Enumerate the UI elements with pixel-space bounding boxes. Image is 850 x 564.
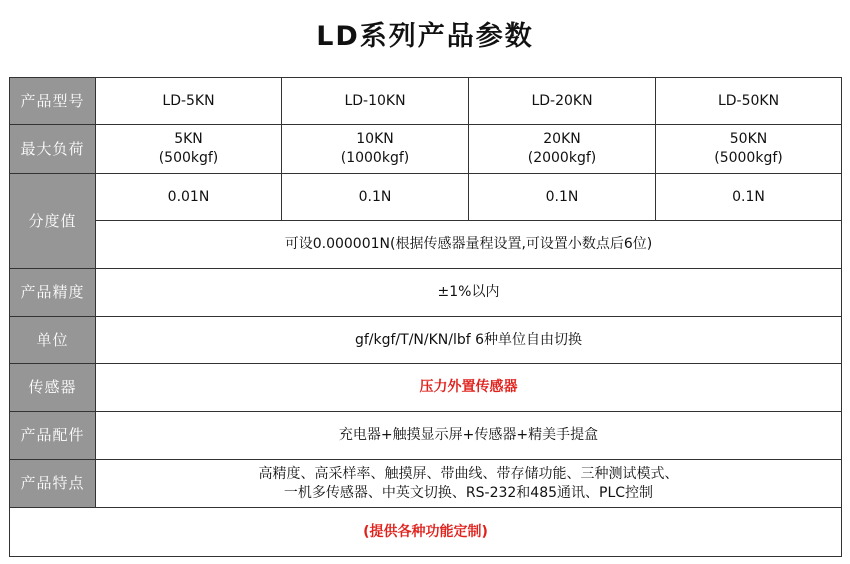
accuracy-value: ±1%以内 xyxy=(96,269,842,317)
max-load-kgf: (2000kgf) xyxy=(527,150,597,166)
row-footer xyxy=(10,508,842,557)
max-load-kgf: (500kgf) xyxy=(158,150,219,166)
model-cell: LD-5KN xyxy=(96,78,282,125)
label-max-load: 最大负荷 xyxy=(10,125,96,174)
row-division xyxy=(10,174,842,221)
row-features xyxy=(10,460,842,508)
max-load-kn: 5KN xyxy=(174,131,203,147)
row-accuracy xyxy=(10,269,842,317)
custom-footer-note: (提供各种功能定制) xyxy=(10,508,842,557)
division-cell: 0.01N xyxy=(96,174,282,221)
max-load-cell xyxy=(469,125,656,174)
sensor-value: 压力外置传感器 xyxy=(96,364,842,412)
row-model xyxy=(10,78,842,125)
max-load-kgf: (1000kgf) xyxy=(340,150,410,166)
division-cell: 0.1N xyxy=(656,174,842,221)
label-sensor: 传感器 xyxy=(10,364,96,412)
model-cell: LD-20KN xyxy=(469,78,656,125)
unit-value: gf/kgf/T/N/KN/lbf 6种单位自由切换 xyxy=(96,317,842,364)
max-load-kgf: (5000kgf) xyxy=(714,150,783,166)
max-load-kn: 20KN xyxy=(543,131,581,147)
max-load-cell xyxy=(96,125,282,174)
model-cell: LD-50KN xyxy=(656,78,842,125)
label-model: 产品型号 xyxy=(10,78,96,125)
row-division-note xyxy=(10,221,842,269)
max-load-cell xyxy=(282,125,469,174)
max-load-kn: 50KN xyxy=(729,131,768,147)
division-cell: 0.1N xyxy=(282,174,469,221)
division-cell: 0.1N xyxy=(469,174,656,221)
spec-table xyxy=(9,77,842,557)
label-division: 分度值 xyxy=(10,174,96,269)
row-accessories xyxy=(10,412,842,460)
max-load-kn: 10KN xyxy=(356,131,394,147)
features-line-1: 高精度、高采样率、触摸屏、带曲线、带存储功能、三种测试模式、 xyxy=(258,465,679,482)
label-accuracy: 产品精度 xyxy=(10,269,96,317)
max-load-cell xyxy=(656,125,842,174)
row-sensor xyxy=(10,364,842,412)
accessories-value: 充电器+触摸显示屏+传感器+精美手提盒 xyxy=(96,412,842,460)
row-unit xyxy=(10,317,842,364)
page-title: LD系列产品参数 xyxy=(316,21,534,52)
label-unit: 单位 xyxy=(10,317,96,364)
label-features: 产品特点 xyxy=(10,460,96,508)
row-max-load xyxy=(10,125,842,174)
features-value xyxy=(96,460,842,508)
model-cell: LD-10KN xyxy=(282,78,469,125)
features-line-2: 一机多传感器、中英文切换、RS-232和485通讯、PLC控制 xyxy=(283,484,654,501)
division-note: 可设0.000001N(根据传感器量程设置,可设置小数点后6位) xyxy=(96,221,842,269)
label-accessories: 产品配件 xyxy=(10,412,96,460)
